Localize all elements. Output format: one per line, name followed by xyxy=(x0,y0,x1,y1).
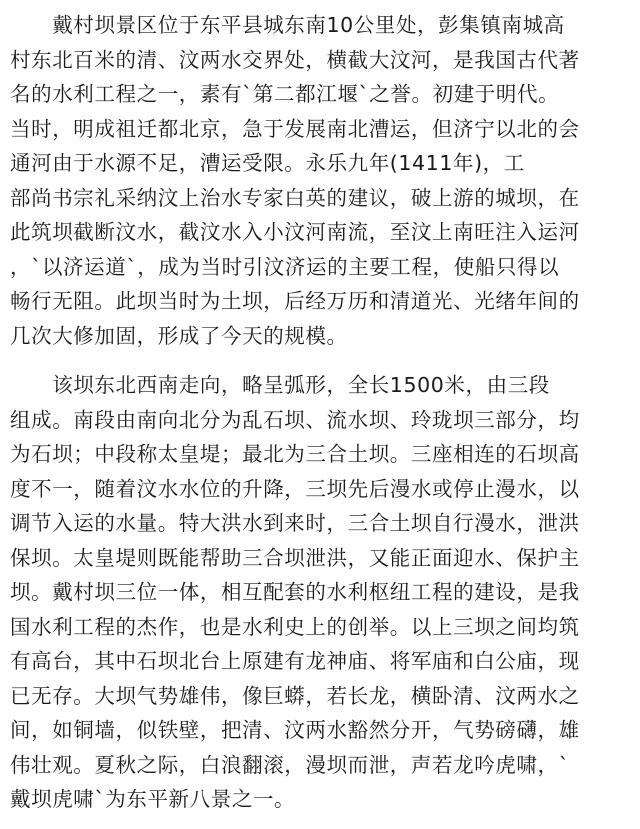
text-line: 村东北百米的清、汶两水交界处，横截大汶河，是我国古代著 xyxy=(10,47,580,72)
text-line: 组成。南段由南向北分为乱石坝、流水坝、玲珑坝三部分，均 xyxy=(10,407,580,432)
text-line: 戴村坝景区位于东平县城东南10公里处，彭集镇南城高 xyxy=(10,13,565,37)
text-line: 间，如铜墙，似铁壁，把清、汶两水豁然分开，气势磅礴，雄 xyxy=(10,718,580,742)
text-line: 国水利工程的杰作，也是水利史上的创举。以上三坝之间均筑 xyxy=(10,614,580,639)
text-line: 有高台，其中石坝北台上原建有龙神庙、将军庙和白公庙，现 xyxy=(10,649,580,673)
text-line: 坝。戴村坝三位一体，相互配套的水利枢纽工程的建设，是我 xyxy=(10,580,580,604)
text-line: 为石坝；中段称太皇堤；最北为三合土坝。三座相连的石坝高 xyxy=(10,442,580,466)
text-line: 通河由于水源不足，漕运受限。永乐九年(1411年)，工 xyxy=(10,151,525,175)
text-line: 保坝。太皇堤则既能帮助三合坝泄洪，又能正面迎水、保护主 xyxy=(10,545,580,570)
text-line: 名的水利工程之一，素有`第二都江堰`之誉。初建于明代。 xyxy=(10,82,560,106)
text-line: 该坝东北西南走向，略呈弧形，全长1500米，由三段 xyxy=(10,373,550,397)
text-line: 度不一，随着汶水水位的升降，三坝先后漫水或停止漫水，以 xyxy=(10,476,580,501)
text-line: 几次大修加固，形成了今天的规模。 xyxy=(10,323,348,348)
text-line: 此筑坝截断汶水，截汶水入小汶河南流，至汶上南旺注入运河 xyxy=(10,220,580,244)
text-line: ，`以济运道`，成为当时引汶济运的主要工程，使船只得以 xyxy=(10,254,560,279)
text-line: 戴坝虎啸`为东平新八景之一。 xyxy=(10,787,296,811)
text-line: 部尚书宗礼采纳汶上治水专家白英的建议，破上游的城坝，在 xyxy=(10,185,580,210)
text-line: 调节入运的水量。特大洪水到来时，三合土坝自行漫水，泄洪 xyxy=(10,511,580,535)
text-line: 畅行无阻。此坝当时为土坝，后经万历和清道光、光绪年间的 xyxy=(10,289,580,313)
text-line: 已无存。大坝气势雄伟，像巨蟒，若长龙，横卧清、汶两水之 xyxy=(10,683,580,708)
text-line: 伟壮观。夏秋之际，白浪翻滚，漫坝而泄，声若龙吟虎啸，` xyxy=(10,752,570,777)
text-line: 当时，明成祖迁都北京，急于发展南北漕运，但济宁以北的会 xyxy=(10,116,580,141)
